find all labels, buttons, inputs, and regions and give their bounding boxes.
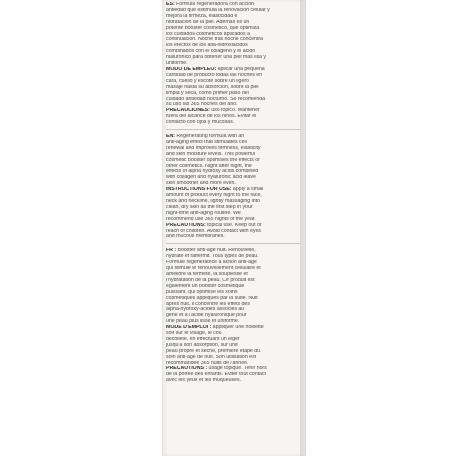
- es-body-text: su uso las 365 noches del año.: [166, 102, 238, 108]
- es-body-text: contacto con ojos y mucosas.: [166, 120, 235, 126]
- fr-body-text: usage topique. Tenir hors: [207, 366, 267, 372]
- es-body-text: continuación. Noche tras noche concentra: [166, 37, 263, 43]
- fr-body-text: cosmétiques appliqués par la suite. Nuit: [166, 295, 258, 301]
- en-body-text: neck and neckline, lightly massaging into: [166, 199, 260, 204]
- en-body-text: Regenerating formula with an: [174, 134, 245, 140]
- es-body-text: antiedad que estimula la renovación celular y: [166, 7, 270, 13]
- es-body-text: aplicar una pequeña: [216, 66, 265, 72]
- fr-body-text: alpha-hydroxy-acides associés au: [166, 307, 245, 313]
- fr-body-text: puissant, qui optimise les soins: [166, 289, 238, 295]
- es-heading: ES:: [166, 2, 175, 7]
- en-body-text: skin smoother and more even.: [166, 181, 236, 187]
- fr-heading: FR :: [166, 248, 177, 254]
- es-body-text: fuera del alcance de los niños. Evitar el: [166, 114, 257, 120]
- es-heading: PRECAUCIONES:: [166, 108, 210, 114]
- fr-body-text: améliore la fermeté, la souplesse et: [166, 271, 248, 277]
- en-body-text: anti-aging effect that stimulates cell: [166, 139, 247, 145]
- french-section: [166, 248, 300, 384]
- es-body-text: limpia y seca, como primer paso del: [166, 90, 249, 96]
- en-body-text: and mucous membranes.: [166, 234, 225, 240]
- es-body-text: los cuidados cosméticos aplicados a: [166, 31, 250, 37]
- es-body-text: uso tópico. Mantener: [209, 108, 260, 114]
- fr-body-text: Booster anti-âge nuit. Renouvelle,: [176, 248, 256, 254]
- es-body-text: uniforme.: [166, 61, 188, 67]
- es-text-line: [166, 120, 300, 126]
- en-text-line: [166, 234, 300, 240]
- fr-text-line: [166, 378, 300, 384]
- english-section: [166, 134, 300, 240]
- es-body-text: hialurónico para obtener una piel más lisa y: [166, 55, 266, 61]
- es-body-text: cantidad de producto todas las noches en: [166, 72, 263, 78]
- en-body-text: reach of children. Avoid contact with eyes: [166, 228, 261, 234]
- en-body-text: with collagen and hyaluronic acid leave: [166, 175, 256, 181]
- fr-body-text: soin anti-âge de nuit. Son utilisation est: [166, 354, 257, 360]
- es-body-text: mejora la firmeza, elasticidad e: [166, 13, 238, 19]
- section-divider: [166, 243, 300, 244]
- fr-body-text: l'hydratation de la peau. Ce produit est: [166, 277, 255, 283]
- fr-body-text: de la portée des enfants. Éviter tout contact: [166, 372, 266, 378]
- fr-body-text: soir sur le visage, le cou: [166, 331, 222, 337]
- fr-body-text: après nuit, il concentre les effets des: [166, 301, 250, 307]
- spanish-section: [166, 2, 300, 126]
- fr-body-text: hydrate et raffermit. Tous types de peau.: [166, 254, 259, 260]
- section-divider: [166, 129, 300, 130]
- en-body-text: night-time anti-aging routine. We: [166, 210, 241, 216]
- label-text: [166, 2, 300, 384]
- en-heading: PRECAUTIONS:: [166, 222, 206, 228]
- es-body-text: masaje hasta su absorción, sobre la piel: [166, 84, 259, 90]
- en-body-text: recommend use 365 nights of the year.: [166, 216, 256, 222]
- es-body-text: los efectos de los alfa-hidroxiácidos: [166, 43, 248, 49]
- box-edge-shadow: [300, 0, 306, 456]
- en-body-text: cosmetic booster optimises the effects of: [166, 157, 260, 163]
- fr-body-text: jusqu'à son absorption, sur une: [166, 342, 238, 348]
- es-body-text: cara, cuello y escote sobre un ligero: [166, 78, 249, 84]
- fr-body-text: décolleté, en effectuant un léger: [166, 336, 240, 342]
- en-heading: EN:: [166, 134, 175, 140]
- fr-body-text: Formule régénératrice à action anti-âge: [166, 260, 257, 266]
- fr-body-text: également un booster cosmétique: [166, 283, 245, 289]
- en-body-text: apply a small: [231, 187, 264, 193]
- es-body-text: cuidado antiedad nocturno. Se recomienda: [166, 96, 266, 102]
- fr-body-text: une peau plus lisse et uniforme.: [166, 319, 240, 325]
- fr-body-text: gène et à l'acide hyaluronique pour: [166, 313, 247, 319]
- en-body-text: effects of alpha hydroxy acids combined: [166, 169, 259, 175]
- fr-body-text: peau propre et sèche, première étape du: [166, 348, 261, 354]
- es-body-text: Fórmula regeneradora con acción: [174, 2, 255, 7]
- en-body-text: other cosmetics. Night after night, the: [166, 163, 252, 169]
- en-body-text: amount of product every night to the face,: [166, 193, 262, 199]
- fr-heading: PRÉCAUTIONS :: [166, 366, 208, 372]
- fr-body-text: recommandée 365 nuits de l'année.: [166, 360, 249, 366]
- fr-body-text: avec les yeux et les muqueuses.: [166, 378, 242, 384]
- en-body-text: clean, dry skin as the first step in your: [166, 204, 253, 210]
- en-body-text: topical use. Keep out of: [205, 222, 262, 228]
- en-heading: INSTRUCTIONS FOR USE:: [166, 187, 232, 193]
- fr-heading: MODE D'EMPLOI :: [166, 325, 212, 331]
- es-body-text: hidratación de la piel. Además es un: [166, 19, 250, 25]
- es-heading: MODO DE EMPLEO:: [166, 66, 217, 72]
- fr-body-text: appliquer une noisette: [211, 325, 264, 331]
- es-body-text: potente booster cosmético, que optimiza: [166, 25, 260, 31]
- en-body-text: and skin moisture levels. This powerful: [166, 151, 255, 157]
- es-body-text: combinados con el colágeno y el ácido: [166, 49, 256, 55]
- fr-body-text: qui stimule le renouvellement cellulaire et: [166, 266, 261, 272]
- en-body-text: renewal and improves firmness, elasticity: [166, 145, 261, 151]
